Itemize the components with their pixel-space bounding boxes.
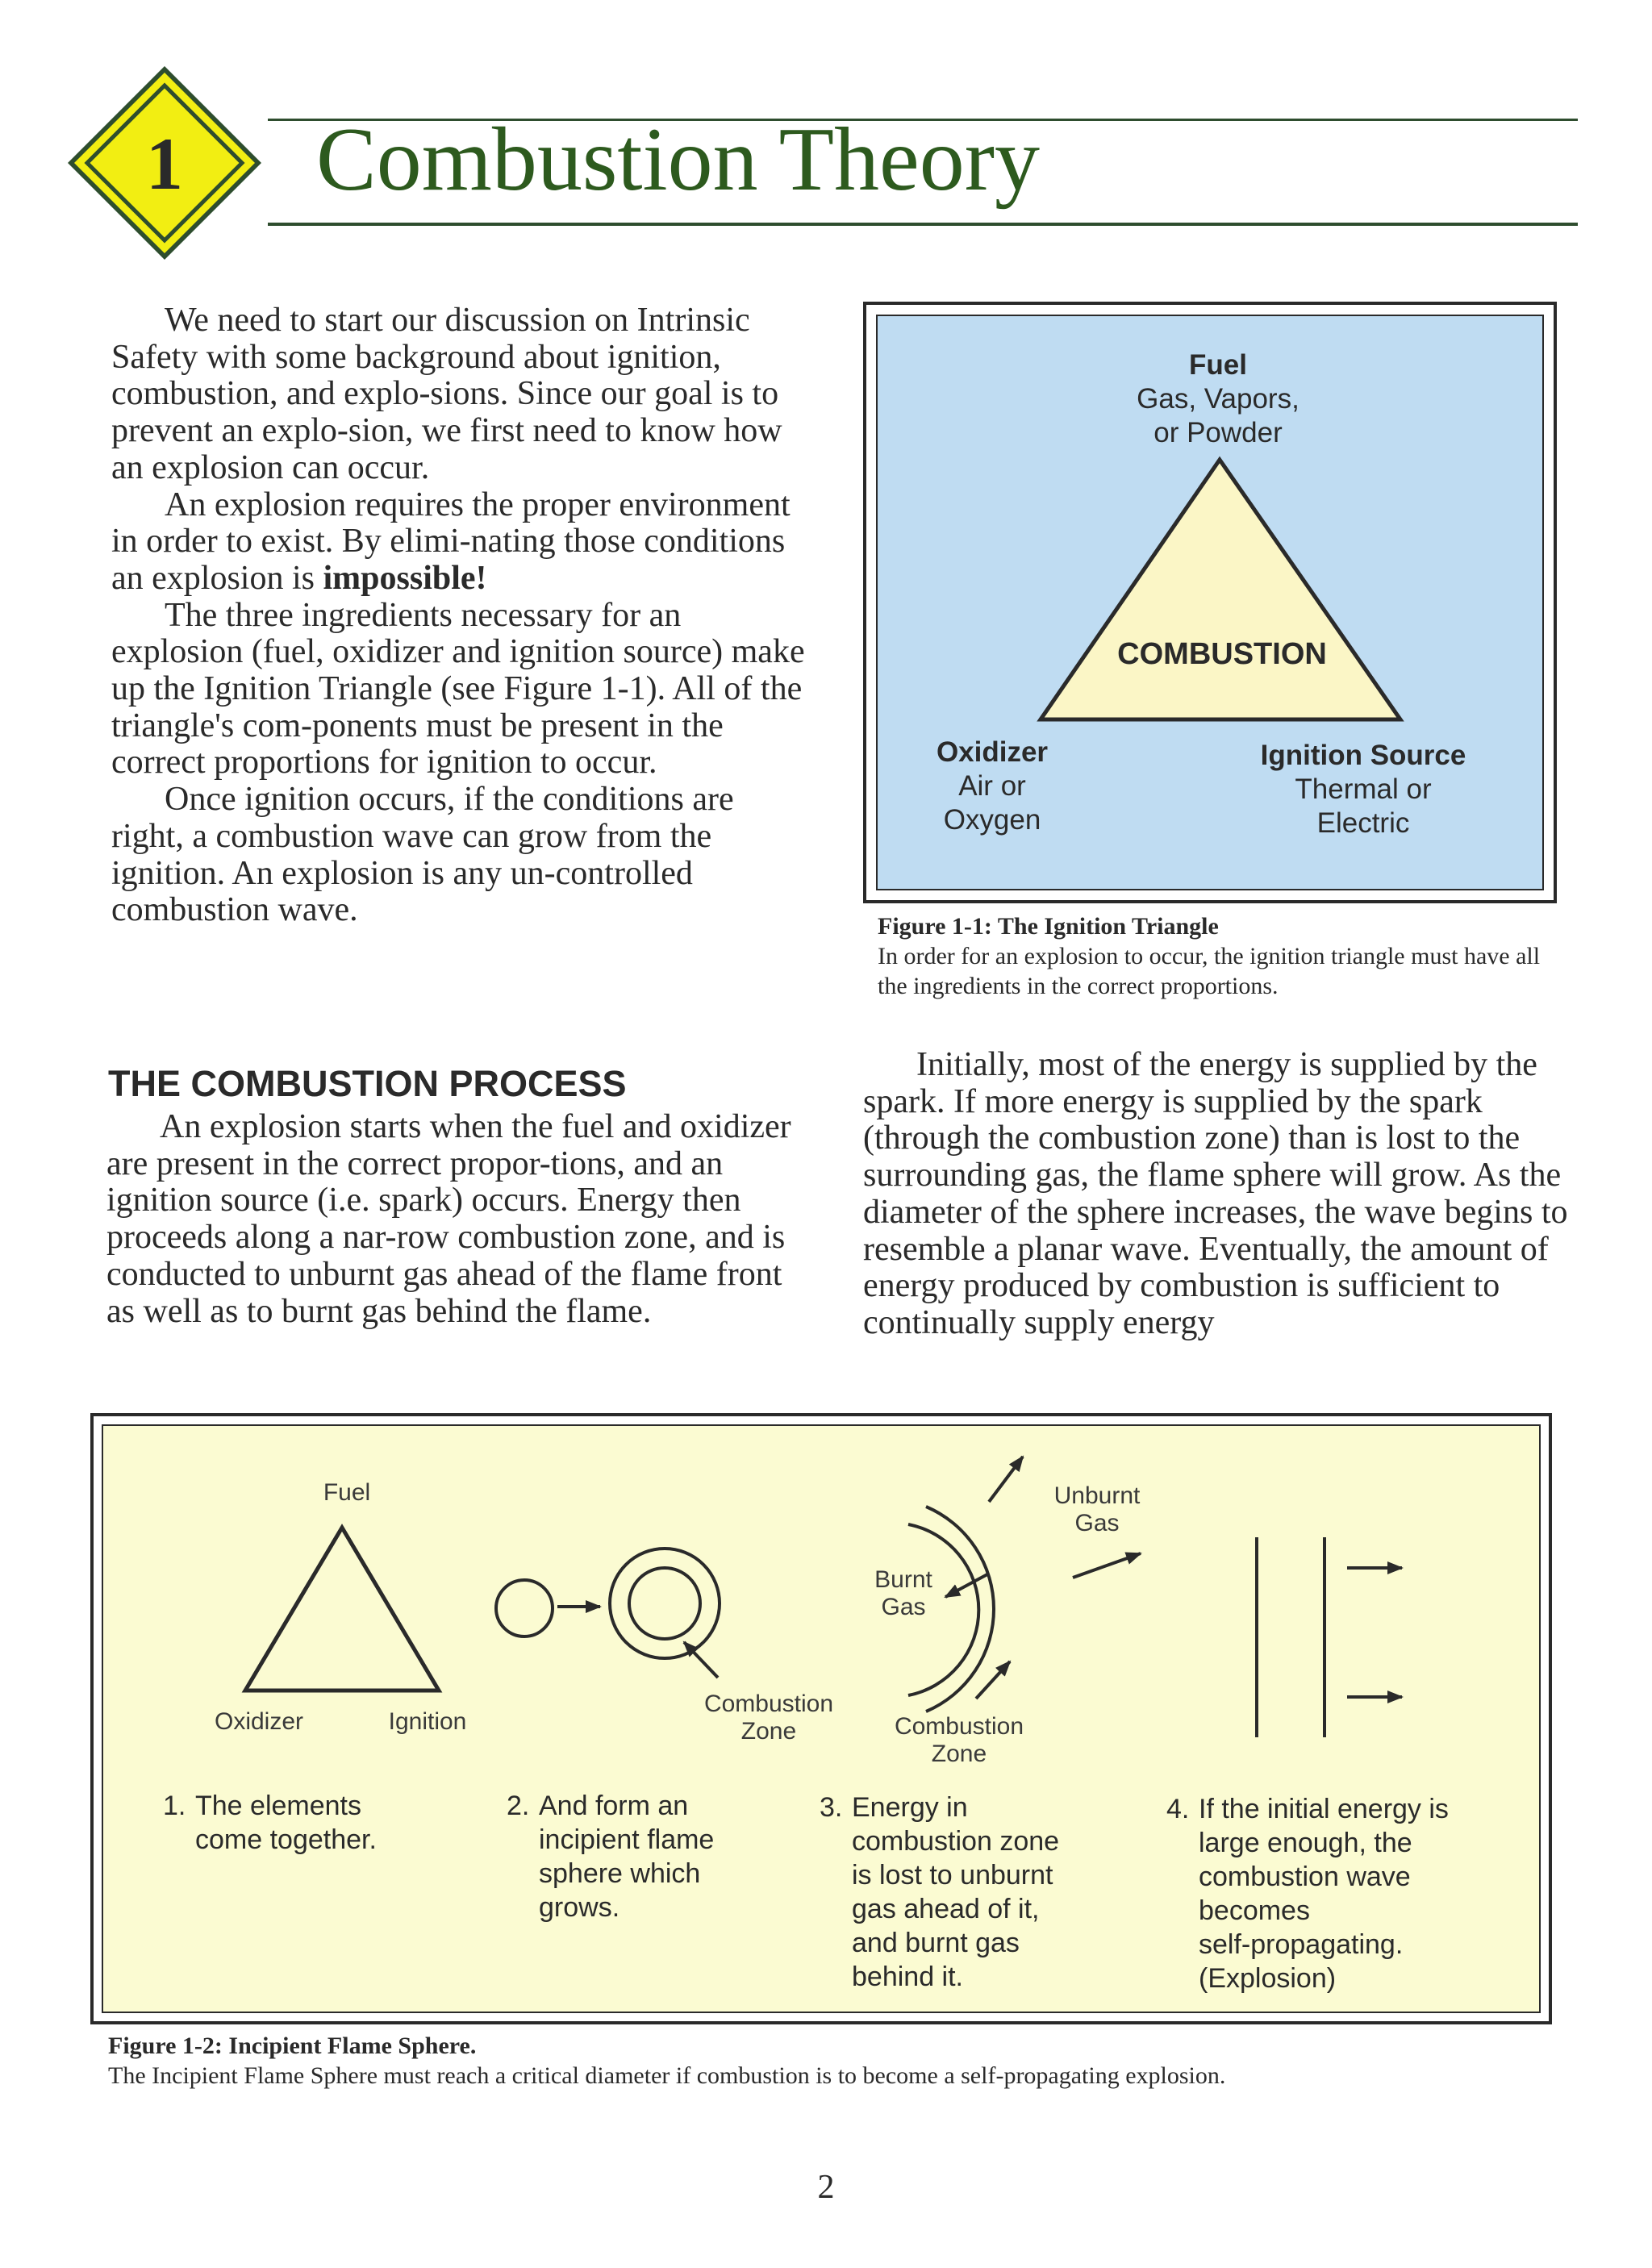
step-number: 4. [1166,1794,1190,1824]
step-line: If the initial energy is [1199,1794,1449,1824]
label-line: Zone [931,1741,987,1767]
step-line: Energy in [852,1792,968,1823]
fuel-desc-2: or Powder [1153,417,1283,448]
ignition-desc-1: Thermal or [1295,773,1432,805]
page-number: 2 [817,2169,835,2206]
step-number: 3. [820,1792,843,1823]
fuel-desc-1: Gas, Vapors, [1137,383,1299,415]
ignition-title: Ignition Source [1260,740,1466,771]
oxidizer-desc-2: Oxygen [943,804,1041,836]
step-line: is lost to unburnt [852,1860,1053,1891]
fig2-ignition-label: Ignition [388,1708,467,1735]
flame-sphere-outer [610,1549,720,1658]
step-number: 2. [507,1791,530,1821]
label-line: Gas [1074,1510,1120,1536]
step-line: incipient flame [539,1824,715,1855]
arrow-from-zone [976,1661,1010,1699]
fig2-burnt-gas-label [863,1566,944,1621]
fig2-fuel-label: Fuel [323,1479,371,1506]
combustion-label: COMBUSTION [1117,637,1327,671]
body-left-column-2 [106,1109,805,1330]
step-number: 1. [163,1791,186,1821]
paragraph-text: An explosion requires the proper environment in order to exist. By elimi-nating those conditions an explosion is [111,486,791,597]
fig2-combustion-zone-label-a [686,1691,852,1745]
header-rule-bottom [268,223,1578,226]
label-line: Combustion [894,1713,1024,1740]
small-flame-circle [496,1580,553,1636]
fig2-unburnt-gas-label [1041,1482,1153,1537]
step-line: large enough, the [1199,1828,1412,1858]
chapter-badge [65,63,265,263]
paragraph: We need to start our discussion on Intrinsic Safety with some background about ignition, combustion, and explo-sions. Since our goal is to prevent an explo-sion, we first need to know how an explosion can occur. [111,302,782,486]
paragraph: An explosion starts when the fuel and oxidizer are present in the correct propor-tions, and an ignition source (i.e. spark) occurs. Energy then proceeds along a nar-row combustion zone, and is conducted to unburnt gas ahead of the flame front as well as to burnt gas behind the flame. [106,1108,791,1330]
label-line: Zone [740,1718,797,1745]
label-line: Combustion [703,1691,834,1717]
body-right-column [863,1047,1573,1342]
emphasis-impossible: impossible! [323,559,487,597]
paragraph [111,487,805,598]
label-line: Burnt [874,1566,932,1593]
fig2-combustion-zone-label-b [876,1713,1042,1768]
step-2 [507,1789,781,1934]
step-line: becomes [1199,1895,1310,1926]
step-line: combustion zone [852,1826,1060,1857]
fuel-title: Fuel [1189,349,1247,381]
step-line: (Explosion) [1199,1963,1337,1994]
step-line: And form an [539,1791,689,1821]
step-line: sphere which [539,1858,701,1889]
ignition-desc-2: Electric [1316,807,1410,839]
step-3 [820,1791,1126,2000]
chapter-title: Combustion Theory [316,110,1041,210]
arrow-up-right [989,1457,1023,1502]
step-line: grows. [539,1892,620,1923]
oxidizer-label [912,736,1073,837]
arrow-to-unburnt [1073,1553,1141,1578]
label-line: Gas [881,1594,926,1620]
figure2-caption [108,2031,1576,2091]
figure2-caption-text: The Incipient Flame Sphere must reach a critical diameter if combustion is to become a self-propagating explosion. [108,2062,1226,2089]
step-line: self-propagating. [1199,1929,1404,1960]
label-line: Unburnt [1053,1482,1141,1509]
oxidizer-desc-1: Air or [958,770,1026,802]
oxidizer-title: Oxidizer [936,736,1049,768]
section-heading: THE COMBUSTION PROCESS [108,1063,627,1104]
step-line: come together. [195,1824,377,1855]
arrow-to-burnt [945,1574,987,1597]
step-1 [163,1789,429,1870]
figure1-caption-text: In order for an explosion to occur, the ignition triangle must have all the ingredients in the correct proportions. [878,943,1541,999]
paragraph: The three ingredients necessary for an explosion (fuel, oxidizer and ignition source) make up the Ignition Triangle (see Figure 1-1). All of the triangle's com-ponents must be present in the correct proportions for ignition to occur. [111,596,805,782]
figure1-caption-title: Figure 1-1: The Ignition Triangle [878,913,1219,940]
body-left-column [111,302,805,929]
step-line: combustion wave [1199,1862,1411,1892]
step-4 [1166,1792,1505,2002]
ignition-source-label [1234,739,1492,840]
step-line: The elements [195,1791,361,1821]
step-line: gas ahead of it, [852,1894,1040,1924]
paragraph: Once ignition occurs, if the conditions are right, a combustion wave can grow from the ignition. An explosion is any un-controlled combustion wave. [111,781,734,929]
combustion-zone-pointer [684,1642,718,1678]
elements-triangle [245,1528,439,1691]
ignition-triangle [1041,460,1400,719]
fig2-oxidizer-label: Oxidizer [214,1708,304,1735]
fuel-label [1049,348,1387,450]
figure1-caption [878,911,1571,1001]
step-line: and burnt gas [852,1928,1020,1958]
figure2-caption-title: Figure 1-2: Incipient Flame Sphere. [108,2032,477,2059]
chapter-number: 1 [146,123,183,205]
paragraph: Initially, most of the energy is supplied by the spark. If more energy is supplied by the spark (through the combustion zone) than is lost to the surrounding gas, the flame sphere will grow. As the diameter of the sphere increases, the wave begins to resemble a planar wave. Eventually, the amount of energy produced by combustion is sufficient to continually supply energy [863,1046,1568,1341]
step-line: behind it. [852,1962,963,1992]
flame-sphere-inner [629,1568,700,1639]
